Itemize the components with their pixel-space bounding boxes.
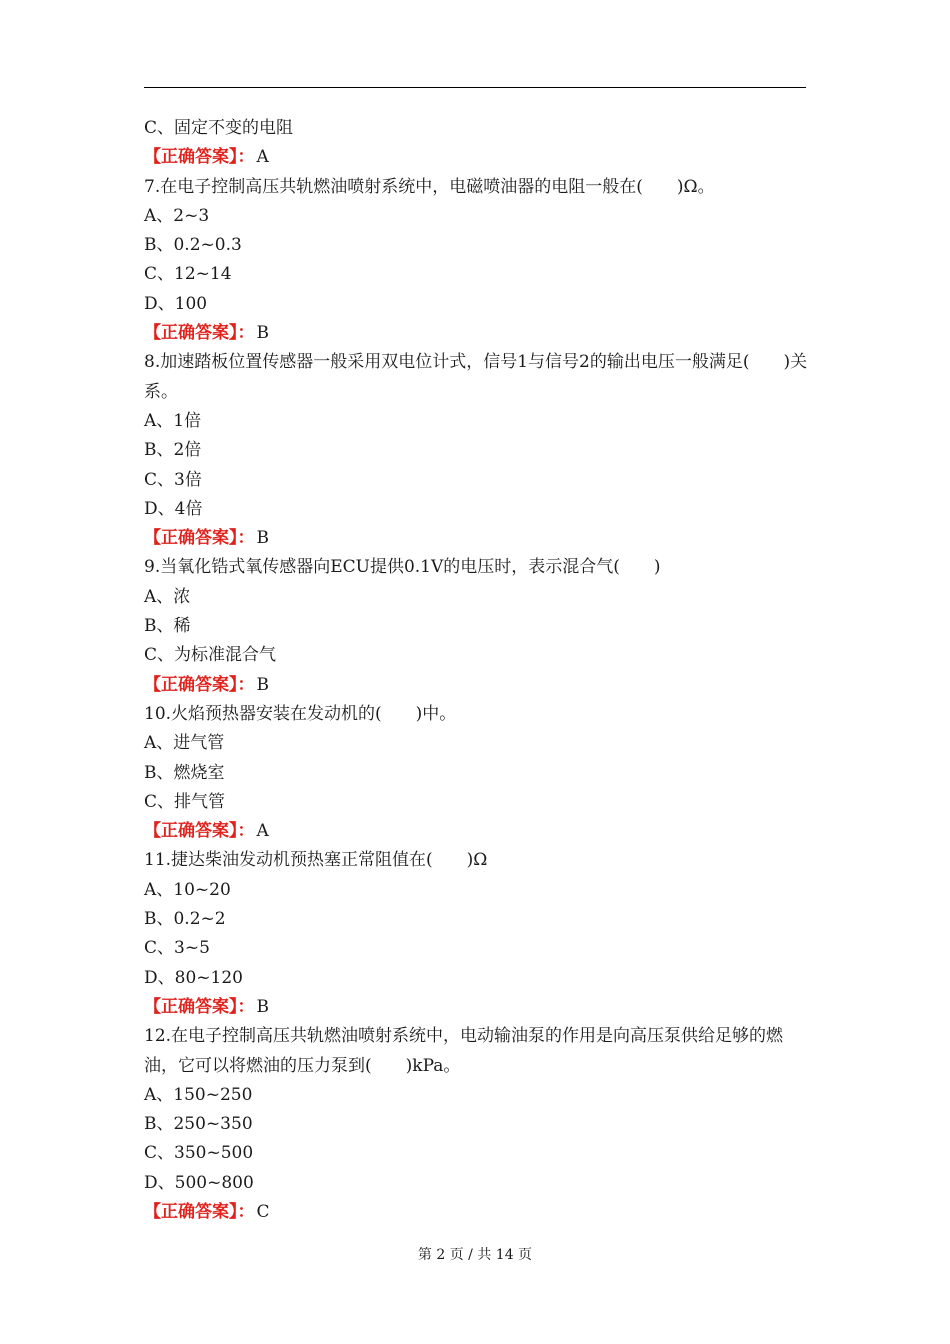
option-line: C、3倍 bbox=[144, 469, 202, 490]
question-text: 8.加速踏板位置传感器一般采用双电位计式，信号1与信号2的输出电压一般满足( )关系。 bbox=[144, 352, 808, 402]
answer-label: 【正确答案】： bbox=[144, 147, 255, 168]
answer-line bbox=[144, 143, 809, 172]
answer-label: 【正确答案】： bbox=[144, 1201, 255, 1222]
answer-line bbox=[144, 319, 809, 348]
option-line: A、浓 bbox=[144, 586, 191, 607]
answer-line bbox=[144, 671, 809, 700]
question-text: 7.在电子控制高压共轨燃油喷射系统中，电磁喷油器的电阻一般在( )Ω。 bbox=[144, 176, 715, 197]
option-line: D、500~800 bbox=[144, 1172, 254, 1193]
option-line: A、150~250 bbox=[144, 1084, 253, 1105]
answer-label: 【正确答案】： bbox=[144, 323, 255, 344]
answer-label: 【正确答案】： bbox=[144, 821, 255, 842]
question-text: 11.捷达柴油发动机预热塞正常阻值在( )Ω bbox=[144, 850, 488, 871]
option-line: C、固定不变的电阻 bbox=[144, 118, 294, 138]
answer-line bbox=[144, 524, 809, 553]
header-rule bbox=[144, 87, 806, 88]
question-list bbox=[144, 173, 809, 1228]
answer-value: A bbox=[256, 147, 269, 168]
question-block bbox=[144, 553, 809, 699]
answer-value: A bbox=[256, 821, 269, 842]
answer-value: B bbox=[256, 528, 269, 549]
option-line: D、4倍 bbox=[144, 498, 203, 519]
option-line: D、80~120 bbox=[144, 967, 243, 988]
page-content bbox=[144, 114, 809, 1227]
question-block bbox=[144, 1022, 809, 1227]
answer-label: 【正确答案】： bbox=[144, 528, 255, 549]
question-block bbox=[144, 348, 809, 553]
option-line: B、2倍 bbox=[144, 440, 202, 461]
answer-value: C bbox=[256, 1201, 270, 1222]
question-text: 10.火焰预热器安装在发动机的( )中。 bbox=[144, 703, 457, 724]
option-line: C、350~500 bbox=[144, 1143, 254, 1164]
answer-value: B bbox=[256, 674, 269, 695]
answer-label: 【正确答案】： bbox=[144, 674, 255, 695]
option-line: B、250~350 bbox=[144, 1114, 253, 1135]
option-line: B、0.2~2 bbox=[144, 909, 226, 930]
answer-line bbox=[144, 1198, 809, 1227]
option-line: B、0.2~0.3 bbox=[144, 235, 242, 256]
question-text: 9.当氧化锆式氧传感器向ECU提供0.1V的电压时，表示混合气( ) bbox=[144, 557, 661, 578]
question-block bbox=[144, 846, 809, 1022]
answer-value: B bbox=[256, 996, 269, 1017]
option-line: C、12~14 bbox=[144, 264, 232, 285]
option-line: B、稀 bbox=[144, 616, 191, 637]
option-line: A、2~3 bbox=[144, 205, 210, 226]
option-line: A、进气管 bbox=[144, 733, 225, 754]
option-line: C、为标准混合气 bbox=[144, 645, 277, 666]
option-line: C、排气管 bbox=[144, 791, 226, 812]
question-block bbox=[144, 173, 809, 349]
option-line: C、3~5 bbox=[144, 938, 210, 959]
question-text: 12.在电子控制高压共轨燃油喷射系统中，电动输油泵的作用是向高压泵供给足够的燃油，它可以将燃油的压力泵到( )kPa。 bbox=[144, 1026, 784, 1076]
option-line: A、10~20 bbox=[144, 879, 231, 900]
option-line: A、1倍 bbox=[144, 410, 202, 431]
page-footer: 第 2 页 / 共 14 页 bbox=[417, 1247, 533, 1263]
answer-line bbox=[144, 993, 809, 1022]
answer-value: B bbox=[256, 323, 269, 344]
option-line: B、燃烧室 bbox=[144, 762, 225, 783]
answer-line bbox=[144, 817, 809, 846]
answer-label: 【正确答案】： bbox=[144, 996, 255, 1017]
option-line: D、100 bbox=[144, 293, 208, 314]
question-block bbox=[144, 700, 809, 846]
